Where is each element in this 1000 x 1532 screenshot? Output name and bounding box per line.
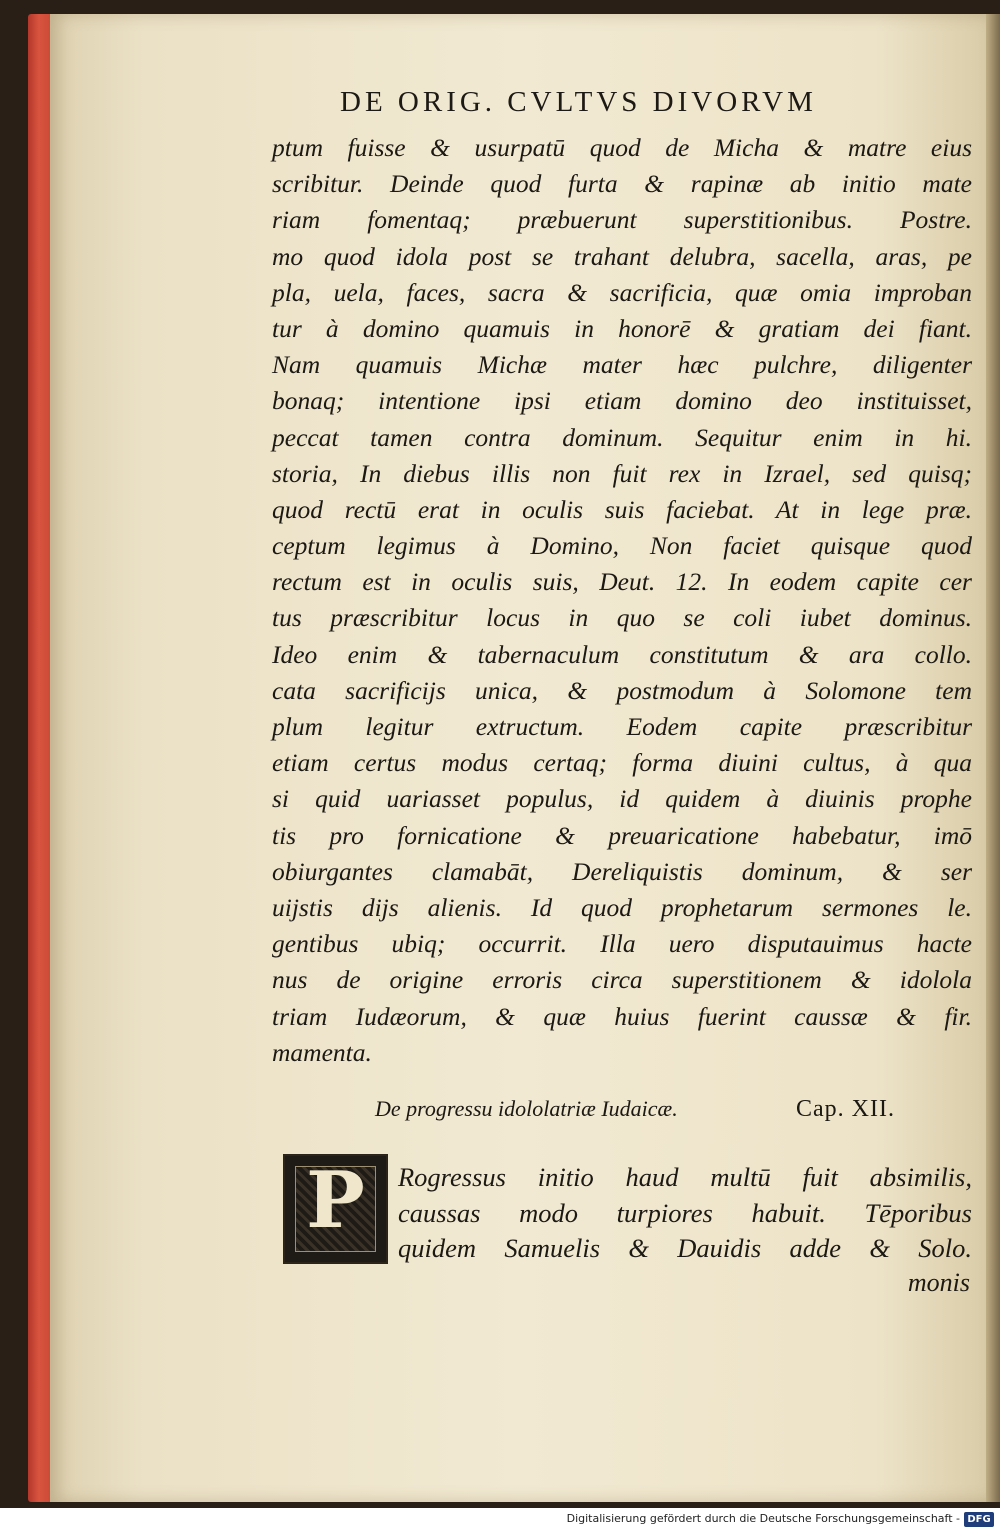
text-line: storia, In diebus illis non fuit rex in Izrael, sed quisq; bbox=[272, 458, 972, 488]
text-line: caussas modo turpiores habuit. Tēporibus bbox=[398, 1197, 972, 1228]
text-line: ceptum legimus à Domino, Non faciet quisque quod bbox=[272, 531, 972, 561]
text-line: tur à domino quamuis in honorē & gratiam dei fiant. bbox=[272, 313, 972, 343]
text-line: Rogressus initio haud multū fuit absimilis, bbox=[398, 1162, 972, 1192]
text-line: quidem Samuelis & Dauidis adde & Solo. bbox=[398, 1233, 972, 1263]
text-line: uijstis dijs alienis. Id quod prophetarum sermones le. bbox=[272, 892, 972, 922]
catchword: monis bbox=[907, 1268, 970, 1297]
text-line: Nam quamuis Michæ mater hæc pulchre, diligenter bbox=[272, 350, 972, 380]
text-line: gentibus ubiq; occurrit. Illa uero disputauimus hacte bbox=[272, 929, 972, 959]
chapter-number: Cap. XII. bbox=[796, 1096, 895, 1122]
initial-letter: P bbox=[306, 1155, 365, 1246]
page-gutter bbox=[986, 14, 1000, 1502]
text-line: obiurgantes clamabāt, Dereliquistis dominum, & ser bbox=[272, 856, 972, 886]
book-edge bbox=[28, 14, 52, 1502]
body-text bbox=[272, 130, 972, 1071]
footer-credit: Digitalisierung gefördert durch die Deutsche Forschungsgemeinschaft - bbox=[566, 1512, 960, 1525]
chapter-heading bbox=[375, 1096, 895, 1123]
text-line: ptum fuisse & usurpatū quod de Micha & matre eius bbox=[272, 133, 972, 162]
text-line: si quid uariasset populus, id quidem à diuinis prophe bbox=[272, 784, 972, 814]
text-line: triam Iudæorum, & quæ huius fuerint caussæ & fir. bbox=[272, 1001, 972, 1031]
footer-bar bbox=[0, 1508, 1000, 1532]
text-line: nus de origine erroris circa superstitionem & idolola bbox=[272, 965, 972, 995]
text-line: plum legitur extructum. Eodem capite præscribitur bbox=[272, 712, 972, 741]
text-line: pla, uela, faces, sacra & sacrificia, quæ omia improban bbox=[272, 277, 972, 307]
text-line: scribitur. Deinde quod furta & rapinæ ab initio mate bbox=[272, 169, 972, 199]
running-head: DE ORIG. CVLTVS DIVORVM bbox=[340, 86, 817, 118]
chapter-paragraph bbox=[398, 1160, 972, 1267]
text-line: peccat tamen contra dominum. Sequitur enim in hi. bbox=[272, 422, 972, 452]
chapter-title: De progressu idololatriæ Iudaicæ. bbox=[375, 1096, 678, 1121]
dfg-logo: DFG bbox=[964, 1512, 994, 1527]
text-line: quod rectū erat in oculis suis faciebat. At in lege præ. bbox=[272, 494, 972, 524]
text-line: Ideo enim & tabernaculum constitutum & ara collo. bbox=[272, 639, 972, 669]
text-line: tis pro fornicatione & preuaricatione habebatur, imō bbox=[272, 820, 972, 850]
text-line: etiam certus modus certaq; forma diuini cultus, à qua bbox=[272, 748, 972, 778]
text-line: cata sacrificijs unica, & postmodum à Solomone tem bbox=[272, 675, 972, 705]
decorated-initial bbox=[283, 1154, 388, 1264]
text-line: tus præscribitur locus in quo se coli iubet dominus. bbox=[272, 603, 972, 633]
text-line: rectum est in oculis suis, Deut. 12. In eodem capite cer bbox=[272, 567, 972, 597]
text-line: mo quod idola post se trahant delubra, sacella, aras, pe bbox=[272, 241, 972, 271]
text-line: bonaq; intentione ipsi etiam domino deo instituisset, bbox=[272, 386, 972, 416]
text-line: riam fomentaq; præbuerunt superstitionibus. Postre. bbox=[272, 205, 972, 235]
text-line: mamenta. bbox=[272, 1037, 372, 1067]
